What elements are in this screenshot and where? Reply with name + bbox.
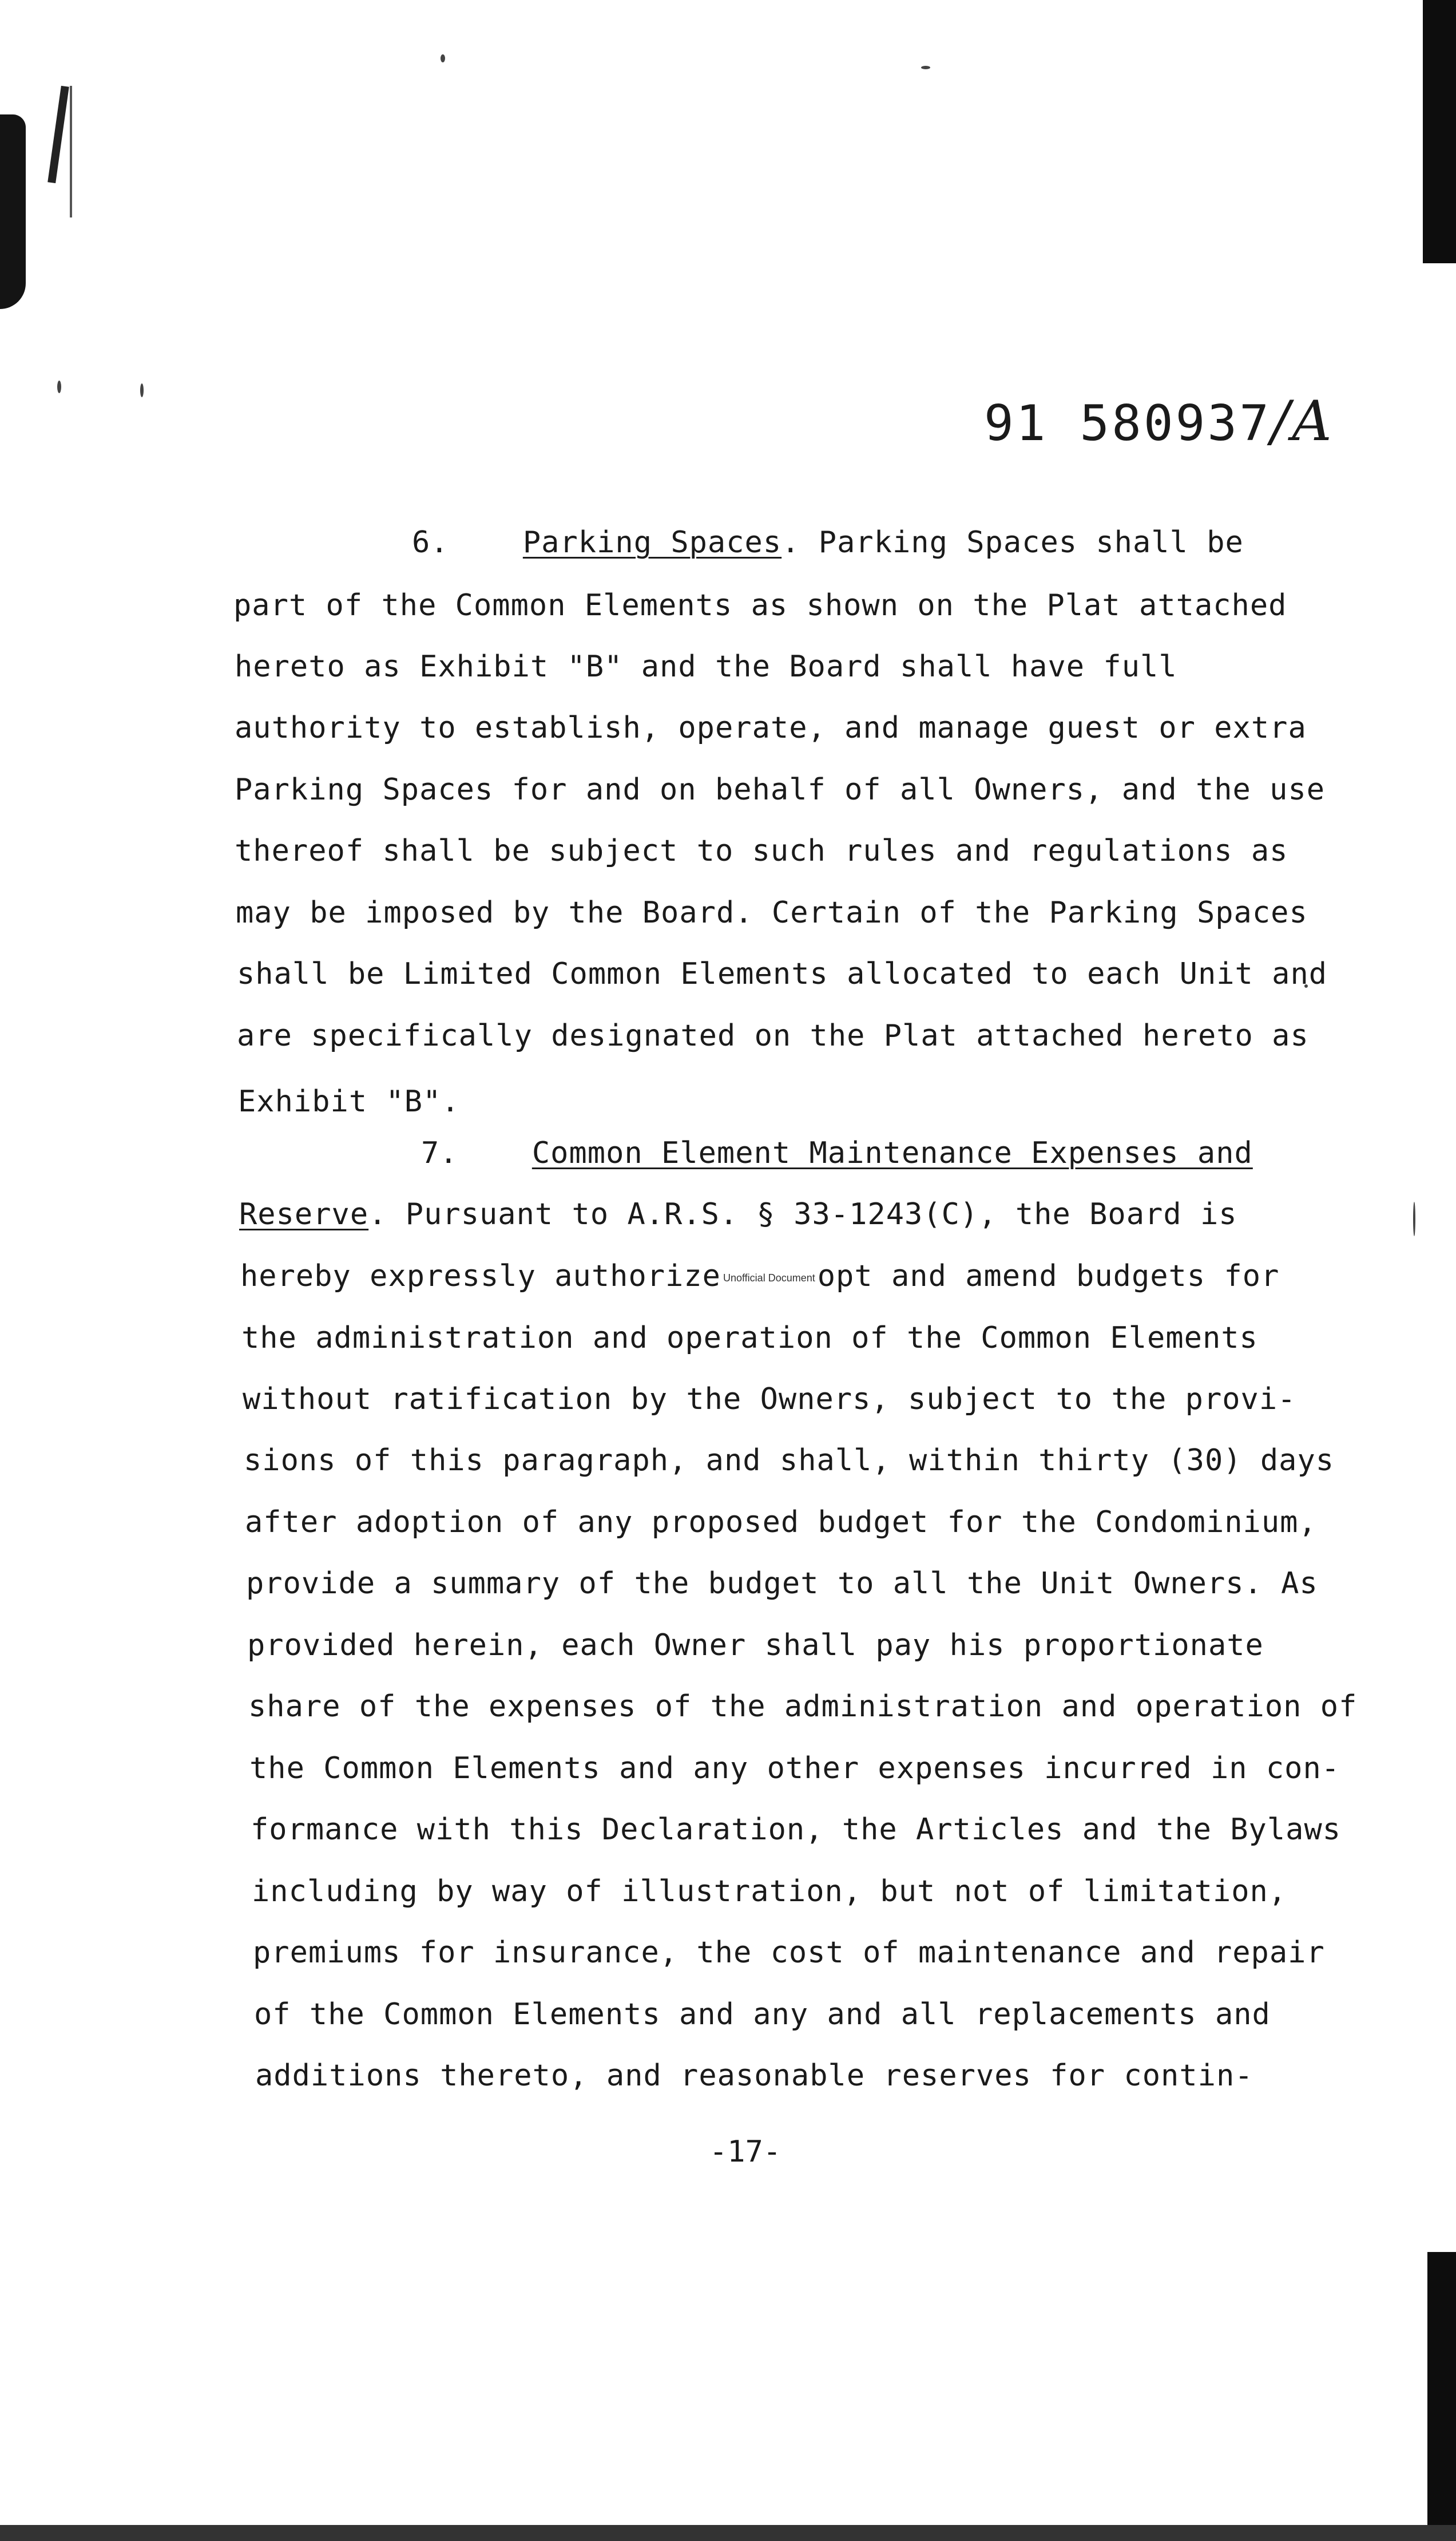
- section7-heading-cont: Reserve: [239, 1197, 369, 1232]
- section7-line-2-rest: . Pursuant to A.R.S. § 33-1243(C), the Board is: [368, 1197, 1237, 1232]
- section6-line: may be imposed by the Board. Certain of the Parking Spaces: [236, 896, 1308, 930]
- section7-line-3-start: hereby expressly authorize: [240, 1259, 721, 1293]
- section7-number: 7.: [421, 1136, 458, 1170]
- section6-line: thereof shall be subject to such rules and regulations as: [235, 834, 1288, 868]
- section7-line-3-end: opt and amend budgets for: [817, 1259, 1280, 1293]
- section7-heading: Common Element Maintenance Expenses and: [531, 1136, 1253, 1170]
- scan-speck: [1413, 1202, 1415, 1236]
- scan-edge-left: [0, 114, 26, 309]
- scan-line: [70, 86, 72, 217]
- unofficial-document-stamp: Unofficial Document: [723, 1272, 815, 1284]
- section7-line: additions thereto, and reasonable reserves for contin-: [255, 2059, 1253, 2093]
- section7-line: of the Common Elements and any and all replacements and: [254, 1997, 1271, 2032]
- section6-number: 6.: [412, 525, 449, 560]
- section6-line: authority to establish, operate, and manage guest or extra: [235, 711, 1307, 745]
- section7-line: without ratification by the Owners, subject to the provi-: [243, 1382, 1296, 1416]
- scan-speck: [921, 66, 930, 69]
- section7-line-2: [239, 1197, 1237, 1232]
- section7-line-1: [421, 1136, 1253, 1170]
- section6-line: Parking Spaces for and on behalf of all Owners, and the use: [235, 773, 1326, 807]
- section7-line: share of the expenses of the administration and operation of: [248, 1689, 1358, 1724]
- section6-line: shall be Limited Common Elements allocated to each Unit and: [237, 957, 1328, 991]
- section7-line: sions of this paragraph, and shall, within thirty (30) days: [244, 1443, 1335, 1478]
- section7-line: the Common Elements and any other expenses incurred in con-: [249, 1751, 1340, 1786]
- scan-speck: [140, 383, 144, 397]
- section6-heading: Parking Spaces: [522, 525, 782, 560]
- section6-line-1-rest: . Parking Spaces shall be: [781, 525, 1244, 560]
- document-number-handwritten: /A: [1271, 389, 1334, 453]
- section7-line: provide a summary of the budget to all the Unit Owners. As: [246, 1566, 1318, 1601]
- page-number: -17-: [709, 2135, 781, 2169]
- document-number: [984, 389, 1334, 453]
- section6-line: hereto as Exhibit "B" and the Board shall have full: [235, 650, 1177, 684]
- section7-line: after adoption of any proposed budget for the Condominium,: [245, 1505, 1317, 1539]
- section7-line: premiums for insurance, the cost of maintenance and repair: [253, 1936, 1325, 1970]
- section7-line-3: [240, 1259, 1279, 1295]
- scan-mark: [47, 86, 69, 183]
- section7-line: including by way of illustration, but not of limitation,: [252, 1874, 1287, 1909]
- section6-line: are specifically designated on the Plat attached hereto as: [237, 1019, 1309, 1053]
- section6-line-1: [412, 525, 1244, 560]
- section7-line: provided herein, each Owner shall pay his proportionate: [247, 1628, 1264, 1663]
- document-number-typed: 91 580937: [984, 395, 1271, 452]
- section6-line: Exhibit "B".: [238, 1085, 460, 1119]
- section7-line: formance with this Declaration, the Articles and the Bylaws: [251, 1812, 1342, 1847]
- scan-speck: [441, 54, 445, 62]
- scan-edge-right-top: [1423, 0, 1456, 263]
- scan-edge-right-bottom: [1427, 2252, 1456, 2541]
- scan-edge-bottom: [0, 2525, 1456, 2541]
- section7-line: the administration and operation of the Common Elements: [241, 1321, 1258, 1355]
- section6-line: part of the Common Elements as shown on the Plat attached: [233, 588, 1287, 623]
- scan-speck: [57, 381, 61, 393]
